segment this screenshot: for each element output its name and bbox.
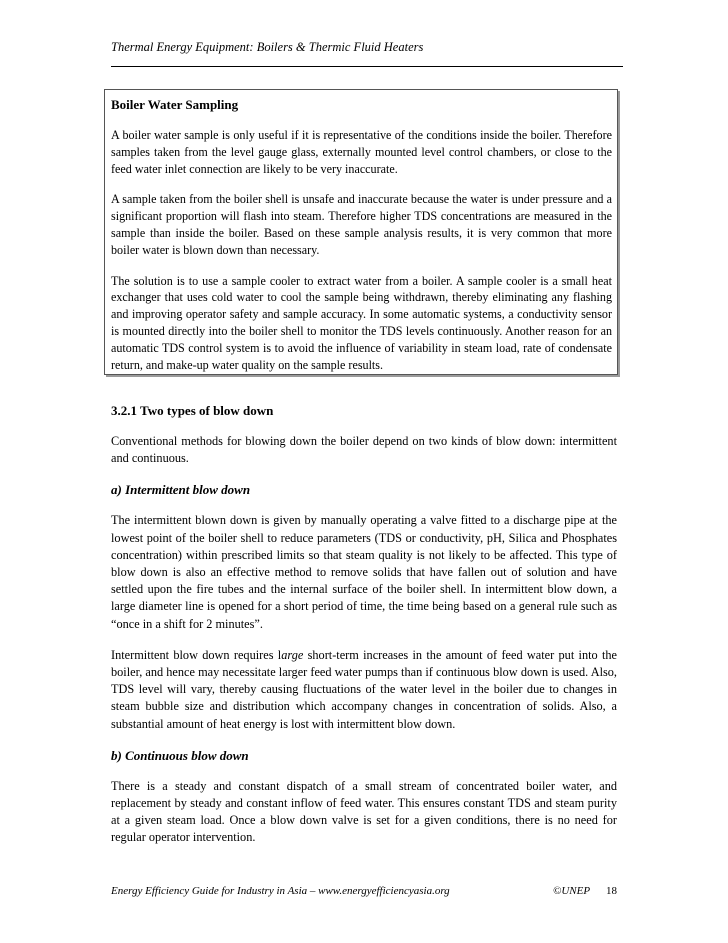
section-heading: 3.2.1 Two types of blow down — [111, 403, 274, 418]
header-divider — [111, 66, 623, 67]
intermittent-heading: a) Intermittent blow down — [111, 482, 251, 498]
footer-guide: Energy Efficiency Guide for Industry in Asia – www.energyefficiencyasia.org — [111, 885, 450, 897]
intermittent-p2-rest: short-term increases in the amount of feed water put into the boiler, and hence may necessitate larger feed water pumps than if continuous blow down is used. Also, TDS level will vary, thereby causing fluctuations of the water level in the boiler due to changes in steam bubble size and distribution which accompany changes in concentration of solids. Also, a substantial amount of heat energy is lost with intermittent blow down. — [111, 647, 617, 731]
continuous-paragraph-1: There is a steady and constant dispatch of a small stream of concentrated boiler water, and replacement by steady and constant inflow of feed water. This ensures constant TDS and steam purity at a given steam load. Once a blow down valve is set for a given conditions, there is no need for regular operator intervention. — [111, 778, 617, 845]
intermittent-p2-emphasis: arge — [281, 647, 304, 662]
intermittent-paragraph-2 — [111, 647, 617, 733]
intermittent-paragraph-1: The intermittent blown down is given by manually operating a valve fitted to a discharge pipe at the lowest point of the boiler shell to reduce parameters (TDS or conductivity, pH, Silica and Phosphates concentration) within prescribed limits so that steam quality is not likely to be affected. This type of blow down is also an effective method to remove solids that have fallen out of solution and have settled upon the fire tubes and the internal surface of the boiler shell. In intermittent blow down, a large diameter line is opened for a short period of time, the time being based on a general rule such as “once in a shift for 2 minutes”. — [111, 513, 617, 631]
continuous-heading: b) Continuous blow down — [111, 747, 249, 763]
boiler-water-sampling-box — [104, 89, 618, 375]
box-paragraph-3: The solution is to use a sample cooler to extract water from a boiler. A sample cooler is a small heat exchanger that uses cold water to cool the sample being withdrawn, thereby eliminating any flashing and improving operator safety and sample accuracy. In some automatic systems, a conductivity sensor is mounted directly into the boiler shell to monitor the TDS levels continuously. Another reason for an automatic TDS control system is to avoid the influence of variability in steam load, rate of condensate return, and make-up water quality on the sample results. — [111, 273, 612, 372]
box-title: Boiler Water Sampling — [111, 97, 239, 112]
box-paragraph-2: A sample taken from the boiler shell is unsafe and inaccurate because the water is under pressure and a significant proportion will flash into steam. Therefore higher TDS concentrations are measured in the sample than inside the boiler. Based on these sample analysis results, it is very common that more boiler water is blown down than necessary. — [111, 192, 612, 257]
page-number: 18 — [606, 885, 617, 897]
running-header: Thermal Energy Equipment: Boilers & Thermic Fluid Heaters — [111, 40, 424, 54]
footer-copyright: ©UNEP — [553, 885, 591, 897]
box-paragraph-1: A boiler water sample is only useful if it is representative of the conditions inside the boiler. Therefore samples taken from the level gauge glass, externally mounted level control chambers, or close to the feed water inlet connection are likely to be very inaccurate. — [111, 128, 612, 176]
intermittent-p2-start: Intermittent blow down requires l — [111, 647, 282, 662]
section-intro: Conventional methods for blowing down the boiler depend on two kinds of blow down: intermittent and continuous. — [111, 434, 617, 466]
main-content — [111, 402, 617, 861]
